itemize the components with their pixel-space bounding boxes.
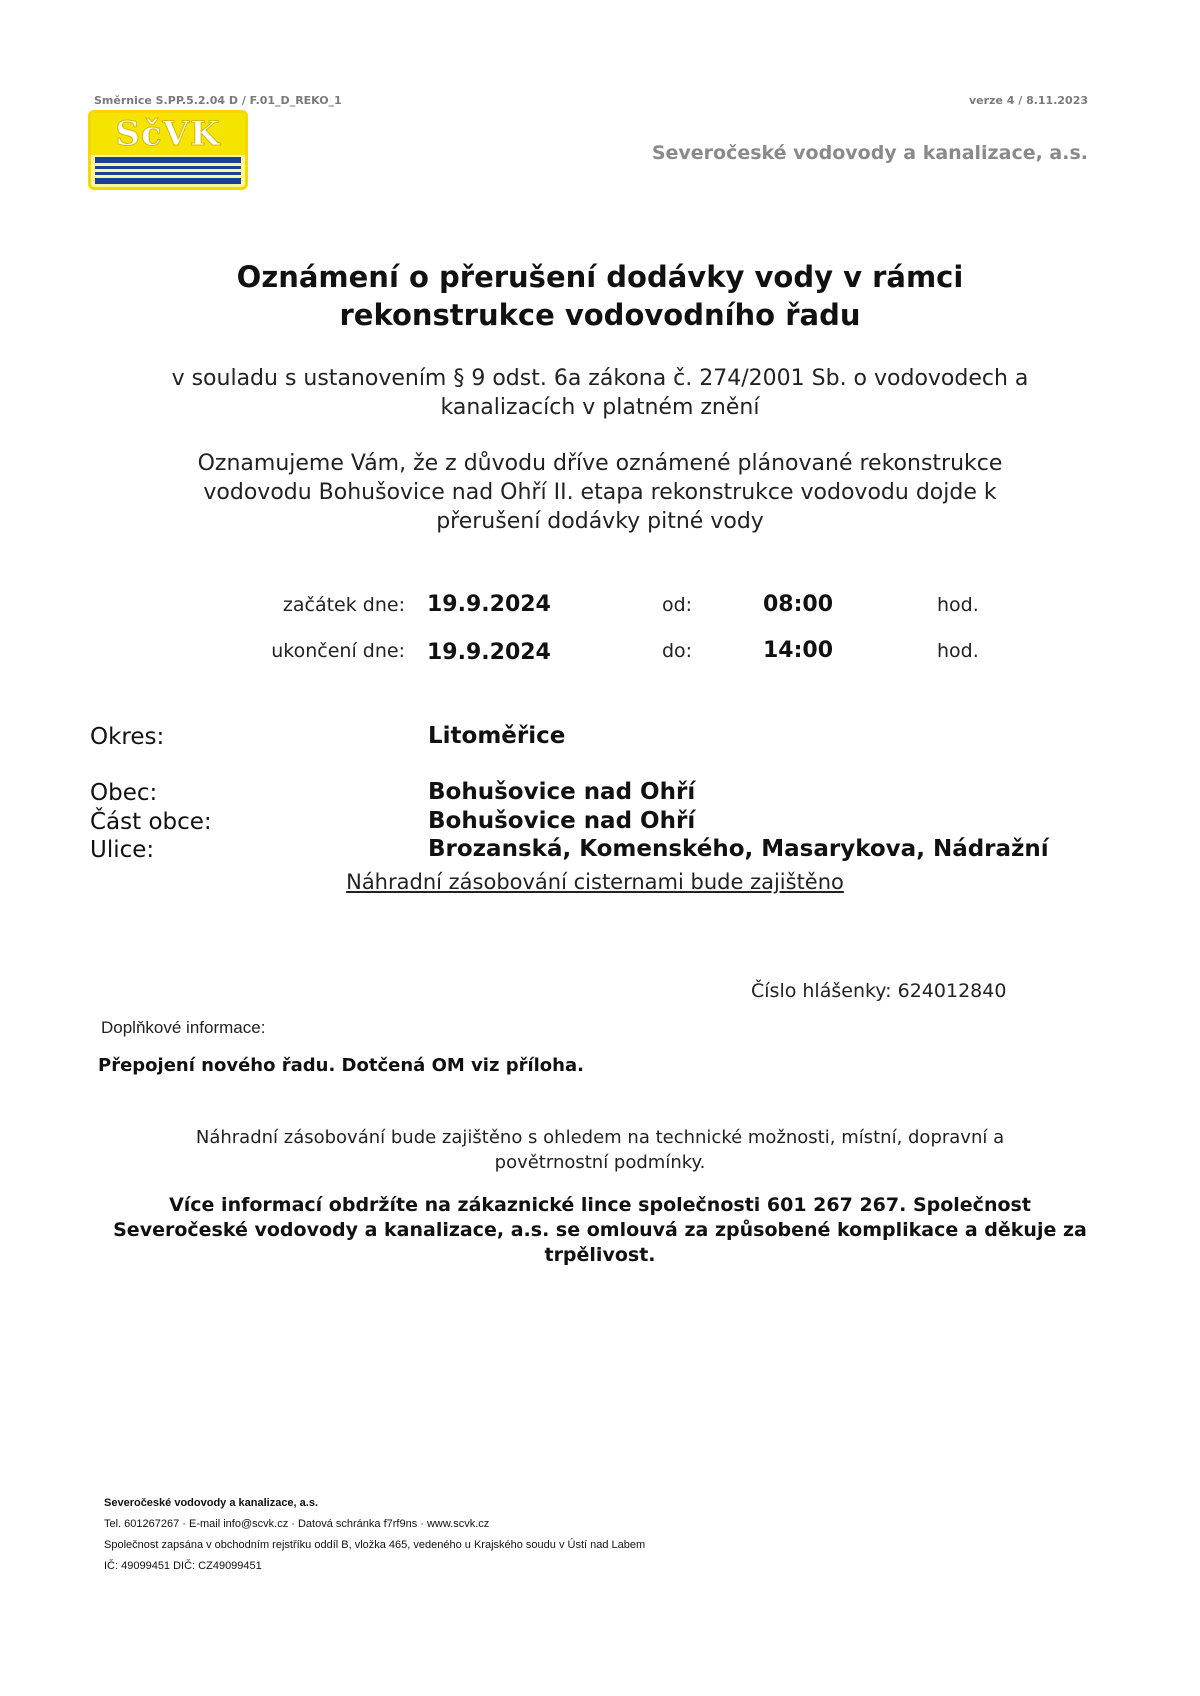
contact-note-line-1: Více informací obdržíte na zákaznické lince společnosti 601 267 267. Společnost xyxy=(169,1194,1031,1216)
logo-text: SčVK xyxy=(115,114,221,154)
report-number-value: 624012840 xyxy=(897,980,1007,1002)
district-label: Okres: xyxy=(90,724,165,750)
start-time-label: od: xyxy=(662,594,693,616)
page-title xyxy=(100,258,1100,334)
report-number xyxy=(751,980,1006,1002)
title-line-2: rekonstrukce vodovodního řadu xyxy=(339,298,861,332)
end-time-unit: hod. xyxy=(937,640,979,662)
supply-note-line-2: povětrnostní podmínky. xyxy=(494,1152,706,1173)
municipality-value: Bohušovice nad Ohří xyxy=(428,779,696,805)
legal-basis xyxy=(100,364,1100,422)
municipality-part-value: Bohušovice nad Ohří xyxy=(428,808,696,834)
footer-contacts: Tel. 601267267 · E-mail info@scvk.cz · Datová schránka f7rf9ns · www.scvk.cz xyxy=(104,1518,490,1530)
tank-supply-note-text: Náhradní zásobování cisternami bude zajištěno xyxy=(346,870,844,894)
tank-supply-note xyxy=(0,870,1190,894)
legal-basis-line-1: v souladu s ustanovením § 9 odst. 6a zákona č. 274/2001 Sb. o vodovodech a xyxy=(171,366,1029,391)
contact-note-line-2: Severočeské vodovody a kanalizace, a.s. se omlouvá za způsobené komplikace a děkuje za xyxy=(113,1219,1087,1241)
additional-info-text: Přepojení nového řadu. Dotčená OM viz příloha. xyxy=(98,1055,584,1076)
start-date-label: začátek dne: xyxy=(282,594,405,616)
directive-reference: Směrnice S.PP.5.2.04 D / F.01_D_REKO_1 xyxy=(94,94,342,107)
municipality-part-label: Část obce: xyxy=(90,809,212,835)
footer-registration: Společnost zapsána v obchodním rejstříku oddíl B, vložka 465, vedeného u Krajského soudu v Ústí nad Labem xyxy=(104,1539,646,1551)
end-date-label: ukončení dne: xyxy=(271,640,405,662)
start-date: 19.9.2024 xyxy=(427,592,551,617)
streets-label: Ulice: xyxy=(90,837,155,863)
streets-value: Brozanská, Komenského, Masarykova, Nádražní xyxy=(428,836,1049,862)
announcement-text xyxy=(100,449,1100,536)
announcement-line-2: vodovodu Bohušovice nad Ohří II. etapa rekonstrukce vodovodu dojde k xyxy=(203,480,997,505)
additional-info-label: Doplňkové informace: xyxy=(101,1018,266,1037)
end-time-label: do: xyxy=(662,640,693,662)
announcement-line-3: přerušení dodávky pitné vody xyxy=(436,509,764,534)
end-time: 14:00 xyxy=(763,638,834,663)
contact-note xyxy=(95,1193,1105,1268)
end-date: 19.9.2024 xyxy=(427,640,551,665)
municipality-label: Obec: xyxy=(90,780,158,806)
announcement-line-1: Oznamujeme Vám, že z důvodu dříve oznámené plánované rekonstrukce xyxy=(197,451,1003,476)
report-number-label: Číslo hlášenky: xyxy=(751,980,892,1002)
footer-company: Severočeské vodovody a kanalizace, a.s. xyxy=(104,1497,319,1509)
start-time-unit: hod. xyxy=(937,594,979,616)
version-label: verze 4 / 8.11.2023 xyxy=(968,94,1088,107)
start-time: 08:00 xyxy=(763,592,834,617)
district-value: Litoměřice xyxy=(428,723,566,749)
company-name-header: Severočeské vodovody a kanalizace, a.s. xyxy=(651,142,1088,164)
supply-note-line-1: Náhradní zásobování bude zajištěno s ohledem na technické možnosti, místní, dopravní a xyxy=(195,1127,1005,1148)
logo-water-stripes-icon xyxy=(91,155,245,189)
legal-basis-line-2: kanalizacích v platném znění xyxy=(440,395,760,420)
title-line-1: Oznámení o přerušení dodávky vody v rámci xyxy=(236,260,964,294)
supply-note xyxy=(100,1125,1100,1175)
contact-note-line-3: trpělivost. xyxy=(544,1244,656,1266)
footer-ids: IČ: 49099451 DIČ: CZ49099451 xyxy=(104,1560,262,1572)
scvk-logo xyxy=(88,110,248,190)
